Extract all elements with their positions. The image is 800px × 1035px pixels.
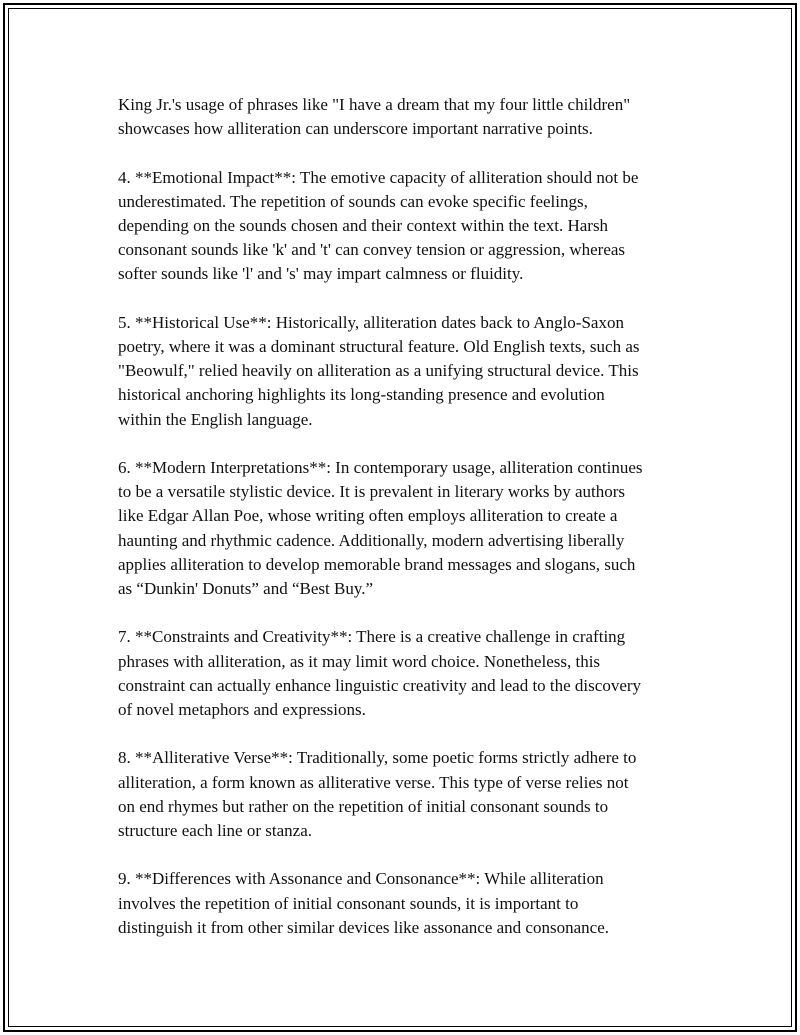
text-line: within the English language. [118,409,313,429]
text-line: 6. **Modern Interpretations**: In contemporary usage, alliteration continues [118,458,643,477]
text-line: 5. **Historical Use**: Historically, alliteration dates back to Anglo-Saxon [118,312,624,332]
document-body [118,93,698,940]
text-line: haunting and rhythmic cadence. Additionally, modern advertising liberally [118,530,625,550]
paragraph-assonance-consonance [118,867,698,940]
text-line: constraint can actually enhance linguistic creativity and lead to the discovery [118,675,642,695]
text-line: alliteration, a form known as alliterative verse. This type of verse relies not [118,772,629,792]
text-line: phrases with alliteration, as it may limit word choice. Nonetheless, this [118,651,601,671]
text-line: 7. **Constraints and Creativity**: There is a creative challenge in crafting [118,627,626,647]
text-line: to be a versatile stylistic device. It is prevalent in literary works by authors [118,482,626,502]
text-line: distinguish it from other similar devices like assonance and consonance. [118,917,609,937]
paragraph-historical-use [118,311,698,432]
text-line: structure each line or stanza. [118,821,312,841]
text-line: historical anchoring highlights its long-standing presence and evolution [118,385,605,405]
text-line: poetry, where it was a dominant structural feature. Old English texts, such as [118,337,640,356]
paragraph-constraints-creativity [118,625,698,722]
text-line: involves the repetition of initial consonant sounds, it is important to [118,893,579,913]
text-line: King Jr.'s usage of phrases like "I have a dream that my four little children" [118,95,631,114]
text-line: "Beowulf," relied heavily on alliteration as a unifying structural device. This [118,361,639,381]
text-line: underestimated. The repetition of sounds can evoke specific feelings, [118,191,588,211]
paragraph-emotional-impact [118,166,698,287]
paragraph-modern-interpretations [118,456,698,601]
paragraph-alliterative-verse [118,746,698,843]
text-line: softer sounds like 'l' and 's' may impart calmness or fluidity. [118,264,524,284]
text-line: of novel metaphors and expressions. [118,700,366,720]
text-line: 9. **Differences with Assonance and Consonance**: While alliteration [118,869,604,889]
text-line: consonant sounds like 'k' and 't' can convey tension or aggression, whereas [118,240,626,260]
paragraph-continuation [118,93,698,141]
text-line: showcases how alliteration can underscore important narrative points. [118,119,593,139]
text-line: 8. **Alliterative Verse**: Traditionally, some poetic forms strictly adhere to [118,748,637,768]
text-line: depending on the sounds chosen and their context within the text. Harsh [118,216,609,235]
text-line: as “Dunkin' Donuts” and “Best Buy.” [118,579,374,599]
text-line: applies alliteration to develop memorable brand messages and slogans, such [118,554,636,574]
text-line: 4. **Emotional Impact**: The emotive capacity of alliteration should not be [118,167,639,187]
text-line: on end rhymes but rather on the repetition of initial consonant sounds to [118,796,609,816]
text-line: like Edgar Allan Poe, whose writing often employs alliteration to create a [118,506,618,526]
